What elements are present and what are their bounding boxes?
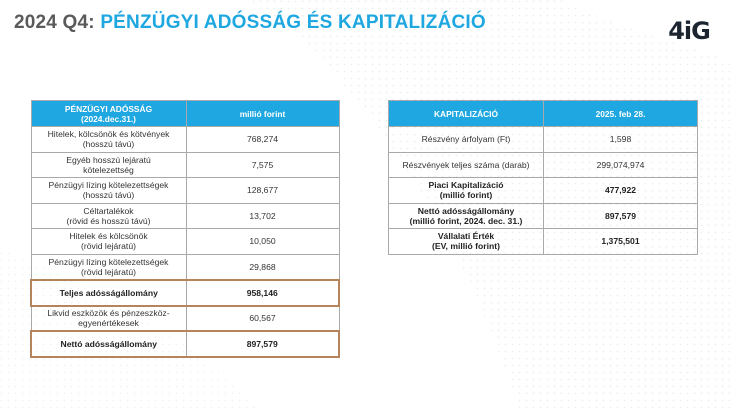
- row-label: Hitelek és kölcsönök (rövid lejáratú): [31, 229, 186, 255]
- row-label: Egyéb hosszú lejáratú kötelezettség: [31, 152, 186, 178]
- page-title: [14, 12, 486, 34]
- row-value: 128,677: [186, 178, 339, 204]
- row-label: Piaci Kapitalizáció (millió forint): [389, 178, 544, 204]
- logo-text: 4iG: [668, 17, 710, 45]
- table-header-row: [389, 101, 698, 127]
- table-row: [31, 127, 339, 153]
- total-debt-value: 958,146: [186, 280, 339, 306]
- row-value: 10,050: [186, 229, 339, 255]
- table-row: [31, 254, 339, 280]
- table-row: [31, 203, 339, 229]
- row-value: 477,922: [544, 178, 698, 204]
- row-label: Részvények teljes száma (darab): [389, 152, 544, 178]
- cap-header-label: KAPITALIZÁCIÓ: [389, 101, 544, 127]
- row-value: 13,702: [186, 203, 339, 229]
- row-value: 29,868: [186, 254, 339, 280]
- table-row: [389, 127, 698, 153]
- liquid-assets-value: 60,567: [186, 306, 339, 332]
- table-row: [31, 152, 339, 178]
- row-value: 1,598: [544, 127, 698, 153]
- table-row: [389, 229, 698, 255]
- table-row: [389, 152, 698, 178]
- table-row: [389, 203, 698, 229]
- row-label: Pénzügyi lízing kötelezettségek (rövid lejáratú): [31, 254, 186, 280]
- financial-debt-table: [30, 100, 340, 358]
- 4ig-logo-icon: [666, 16, 712, 46]
- total-debt-label: Teljes adósságállomány: [31, 280, 186, 306]
- row-value: 897,579: [544, 203, 698, 229]
- title-prefix: 2024 Q4:: [14, 12, 95, 33]
- liquid-assets-label: Likvid eszközök és pénzeszköz- egyenértékesek: [31, 306, 186, 332]
- row-value: 1,375,501: [544, 229, 698, 255]
- debt-header-label: PÉNZÜGYI ADÓSSÁG (2024.dec.31.): [31, 101, 186, 127]
- cap-header-date: 2025. feb 28.: [544, 101, 698, 127]
- table-header-row: [31, 101, 339, 127]
- row-value: 299,074,974: [544, 152, 698, 178]
- row-label: Céltartalékok (rövid és hosszú távú): [31, 203, 186, 229]
- table-row: [31, 229, 339, 255]
- row-label: Vállalati Érték (EV, millió forint): [389, 229, 544, 255]
- row-label: Hitelek, kölcsönök és kötvények (hosszú távú): [31, 127, 186, 153]
- title-main: PÉNZÜGYI ADÓSSÁG ÉS KAPITALIZÁCIÓ: [100, 12, 486, 33]
- row-label: Részvény árfolyam (Ft): [389, 127, 544, 153]
- table-row: [389, 178, 698, 204]
- row-value: 7,575: [186, 152, 339, 178]
- total-debt-row: [31, 280, 339, 306]
- table-row: [31, 306, 339, 332]
- net-debt-value: 897,579: [186, 331, 339, 357]
- net-debt-label: Nettó adósságállomány: [31, 331, 186, 357]
- capitalization-table: [388, 100, 698, 255]
- row-label: Pénzügyi lízing kötelezettségek (hosszú távú): [31, 178, 186, 204]
- row-value: 768,274: [186, 127, 339, 153]
- table-row: [31, 178, 339, 204]
- row-label: Nettó adósságállomány (millió forint, 2024. dec. 31.): [389, 203, 544, 229]
- net-debt-row: [31, 331, 339, 357]
- debt-header-unit: millió forint: [186, 101, 339, 127]
